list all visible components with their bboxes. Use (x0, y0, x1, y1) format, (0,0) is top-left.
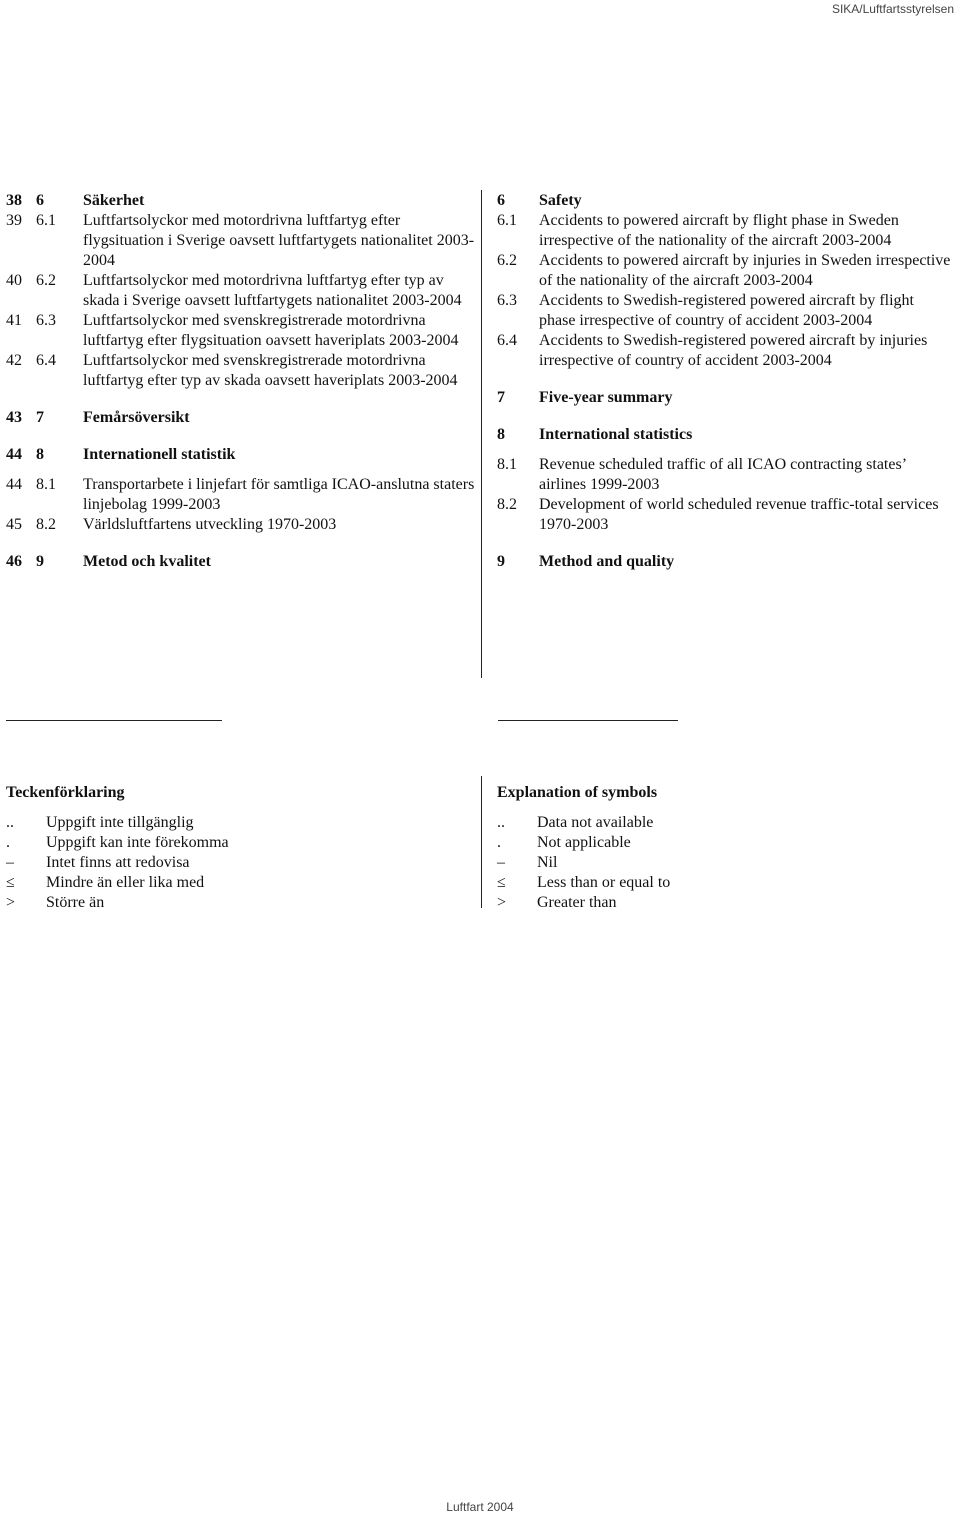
toc-page-number: 39 (6, 212, 22, 229)
toc-title: Transportarbete i linjefart för samtliga ICAO-anslutna staters linjebolag 1999-2003 (83, 476, 475, 513)
legend-item (497, 833, 947, 853)
toc-entry (6, 351, 476, 391)
toc-entry (6, 445, 476, 465)
legend-text: Not applicable (537, 834, 631, 851)
legend-text: Intet finns att redovisa (46, 854, 190, 871)
toc-title: Development of world scheduled revenue traffic-total services 1970-2003 (539, 496, 939, 533)
legend-text: Mindre än eller lika med (46, 874, 205, 891)
spacer (6, 391, 476, 408)
toc-section-number: 6 (36, 192, 44, 209)
toc-page-number: 43 (6, 409, 22, 426)
legend-text: Data not available (537, 814, 654, 831)
toc-entry (497, 388, 952, 408)
toc-section-number: 6 (497, 192, 505, 209)
legend-item (6, 873, 466, 893)
legend-item (497, 853, 947, 873)
toc-entry (497, 191, 952, 211)
legend-item (6, 853, 466, 873)
toc-page-number: 38 (6, 192, 22, 209)
toc-entry (497, 425, 952, 445)
toc-section-number: 6.3 (36, 312, 56, 329)
toc-entry (6, 408, 476, 428)
toc-title: Luftfartsolyckor med motordrivna luftfartyg efter typ av skada i Sverige oavsett luftfartygets nationalitet 2003-2004 (83, 272, 462, 309)
toc-entry (6, 191, 476, 211)
toc-title: Femårsöversikt (83, 409, 190, 426)
toc-page-number: 42 (6, 352, 22, 369)
legend-item (497, 813, 947, 833)
spacer (6, 428, 476, 445)
page-footer: Luftfart 2004 (446, 1500, 514, 1514)
legend-item (6, 813, 466, 833)
divider-right (498, 720, 678, 721)
toc-title: Internationell statistik (83, 446, 236, 463)
toc-swedish (6, 191, 476, 572)
legend-item (6, 833, 466, 853)
toc-title: Accidents to Swedish-registered powered aircraft by injuries irrespective of country of accident 2003-2004 (539, 332, 928, 369)
toc-entry (497, 251, 952, 291)
toc-title: Metod och kvalitet (83, 553, 211, 570)
toc-entry (6, 311, 476, 351)
toc-title: International statistics (539, 426, 693, 443)
toc-section-number: 7 (497, 389, 505, 406)
legend-text: Nil (537, 854, 558, 871)
legend-title: Teckenförklaring (6, 784, 125, 801)
legend-text: Less than or equal to (537, 874, 671, 891)
toc-title: Five-year summary (539, 389, 673, 406)
toc-section-number: 6.4 (36, 352, 56, 369)
toc-section-number: 9 (36, 553, 44, 570)
toc-entry (6, 475, 476, 515)
toc-section-number: 8.1 (497, 456, 517, 473)
page-header: SIKA/Luftfartsstyrelsen (831, 2, 954, 16)
spacer (6, 465, 476, 475)
toc-entry (6, 211, 476, 271)
spacer (6, 535, 476, 552)
toc-title: Luftfartsolyckor med svenskregistrerade motordrivna luftfartyg efter flygsituation oavsett haveriplats 2003-2004 (83, 312, 459, 349)
toc-entry (497, 211, 952, 251)
spacer (497, 445, 952, 455)
toc-section-number: 9 (497, 553, 505, 570)
legend-title: Explanation of symbols (497, 784, 658, 801)
legend-item (6, 893, 466, 913)
toc-page-number: 41 (6, 312, 22, 329)
toc-entry (6, 271, 476, 311)
toc-page-number: 44 (6, 446, 22, 463)
toc-entry (497, 291, 952, 331)
legend-symbol: – (6, 854, 14, 871)
legend-divider (481, 776, 482, 908)
toc-title: Luftfartsolyckor med motordrivna luftfartyg efter flygsituation i Sverige oavsett luftfartygets nationalitet 2003-2004 (83, 212, 475, 269)
legend-swedish (6, 783, 466, 913)
legend-symbol: > (497, 894, 507, 911)
toc-title: Accidents to powered aircraft by injuries in Sweden irrespective of the nationality of the aircraft 2003-2004 (539, 252, 951, 289)
legend-symbol: > (6, 894, 16, 911)
toc-page-number: 45 (6, 516, 22, 533)
toc-page-number: 44 (6, 476, 22, 493)
toc-title: Världsluftfartens utveckling 1970-2003 (83, 516, 337, 533)
toc-section-number: 6.3 (497, 292, 517, 309)
toc-section-number: 8.2 (36, 516, 56, 533)
toc-section-number: 6.4 (497, 332, 517, 349)
toc-section-number: 8 (497, 426, 505, 443)
toc-title: Method and quality (539, 553, 675, 570)
legend-text: Uppgift inte tillgänglig (46, 814, 194, 831)
toc-page-number: 46 (6, 553, 22, 570)
toc-section-number: 8.1 (36, 476, 56, 493)
toc-entry (497, 495, 952, 535)
toc-title: Luftfartsolyckor med svenskregistrerade motordrivna luftfartyg efter typ av skada oavsett haveriplats 2003-2004 (83, 352, 458, 389)
legend-item (497, 873, 947, 893)
toc-section-number: 7 (36, 409, 44, 426)
legend-text: Greater than (537, 894, 617, 911)
toc-section-number: 8.2 (497, 496, 517, 513)
toc-english (497, 191, 952, 572)
legend-text: Uppgift kan inte förekomma (46, 834, 229, 851)
toc-section-number: 6.2 (36, 272, 56, 289)
spacer (497, 408, 952, 425)
legend-item (497, 893, 947, 913)
legend-symbol: ≤ (497, 874, 506, 891)
toc-entry (497, 331, 952, 371)
legend-symbol: .. (497, 814, 505, 831)
toc-title: Revenue scheduled traffic of all ICAO contracting states’ airlines 1999-2003 (539, 456, 906, 493)
legend-text: Större än (46, 894, 105, 911)
legend-english (497, 783, 947, 913)
toc-entry (497, 455, 952, 495)
toc-entry (497, 552, 952, 572)
toc-section-number: 6.1 (497, 212, 517, 229)
toc-title: Säkerhet (83, 192, 145, 209)
toc-title: Safety (539, 192, 582, 209)
toc-title: Accidents to Swedish-registered powered aircraft by flight phase irrespective of country of accident 2003-2004 (539, 292, 914, 329)
legend-symbol: . (497, 834, 501, 851)
toc-title: Accidents to powered aircraft by flight phase in Sweden irrespective of the nationality of the aircraft 2003-2004 (539, 212, 899, 249)
divider-left (6, 720, 222, 721)
spacer (497, 535, 952, 552)
column-divider (481, 190, 482, 678)
toc-section-number: 6.2 (497, 252, 517, 269)
toc-section-number: 6.1 (36, 212, 56, 229)
spacer (497, 371, 952, 388)
legend-symbol: .. (6, 814, 14, 831)
legend-symbol: – (497, 854, 505, 871)
legend-symbol: ≤ (6, 874, 15, 891)
legend-symbol: . (6, 834, 10, 851)
toc-entry (6, 552, 476, 572)
toc-section-number: 8 (36, 446, 44, 463)
toc-page-number: 40 (6, 272, 22, 289)
toc-entry (6, 515, 476, 535)
